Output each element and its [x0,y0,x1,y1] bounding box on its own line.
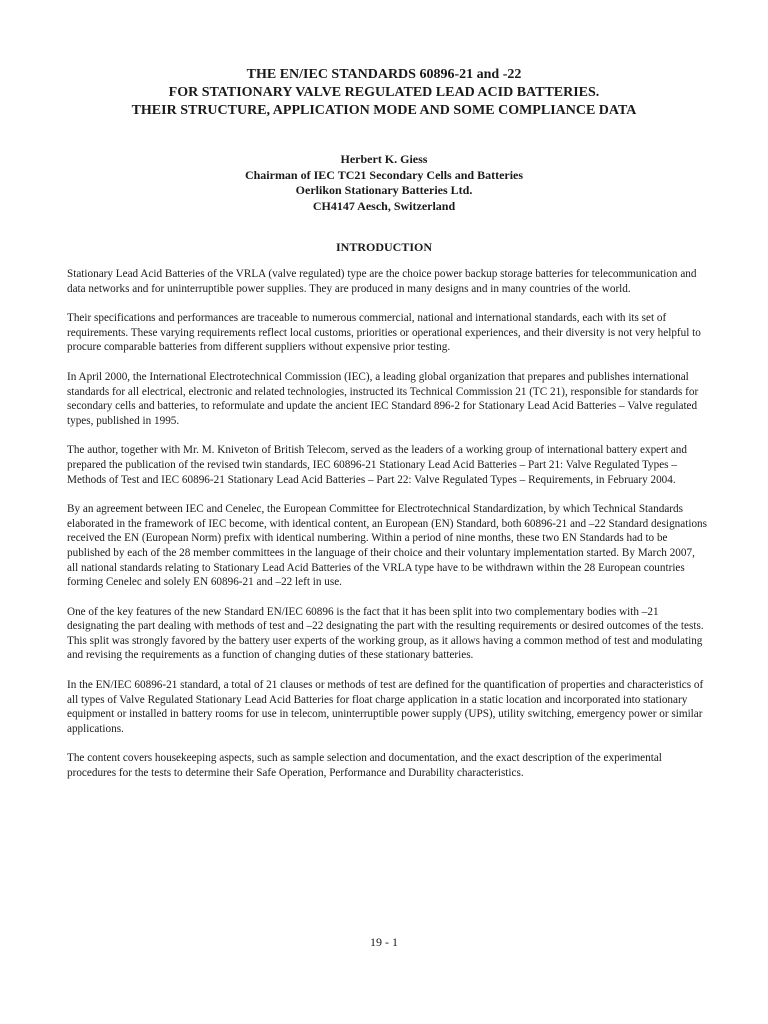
title-line-1: THE EN/IEC STANDARDS 60896-21 and -22 [246,67,522,82]
author-name: Herbert K. Giess [340,152,428,166]
paragraph: One of the key features of the new Standard EN/IEC 60896 is the fact that it has been split into two complementary bodies with –21 designating the part dealing with methods of test and –22 designating the part with the resulting requirements or desired outcomes of the tests. This split was strongly favored by the battery user experts of the working group, as it allows having a common method of test and modulating and revising the requirements as a function of changing duties of these stationary batteries. [67,605,704,662]
introduction-body [67,267,707,796]
author-role: Chairman of IEC TC21 Secondary Cells and Batteries [244,167,524,182]
paragraph: Stationary Lead Acid Batteries of the VRLA (valve regulated) type are the choice power backup storage batteries for telecommunication and data networks and for uninterruptible power supplies. They are produced in many designs and in many countries of the world. [67,268,697,295]
paragraph: The content covers housekeeping aspects, such as sample selection and documentation, and the exact description of the experimental procedures for the tests to determine their Safe Operation, Performance and Durability characteristics. [67,752,662,780]
paragraph: In April 2000, the International Electrotechnical Commission (IEC), a leading global organization that prepares and publishes international standards for all electrical, electronic and related technologies, instructed its Technical Commission 21 (TC 21), responsible for standards for secondary cells and batteries, to reformulate and update the ancient IEC Standard 896-2 for Stationary Lead Acid Batteries – Valve regulated types, published in 1995. [67,370,699,427]
author-company: Oerlikon Stationary Batteries Ltd. [295,183,473,197]
title-line-3: THEIR STRUCTURE, APPLICATION MODE AND SOME COMPLIANCE DATA [131,103,637,118]
paragraph: By an agreement between IEC and Cenelec, the European Committee for Electrotechnical Standardization, by which Technical Standards elaborated in the framework of IEC become, with identical content, an European (EN) Standard, both 60896-21 and –22 Standard designations received the EN (European Norm) prefix with identical numbering. Within a period of nine months, these two EN Standards had to be published by each of the 28 member committees in the language of their choice and their voluntary implementation started. By March 2007, all national standards relating to Stationary Lead Acid Batteries of the VRLA type have to be withdrawn within the 28 European countries forming Cenelec and solely EN 60896-21 and –22 left in use. [67,503,707,589]
paragraph: In the EN/IEC 60896-21 standard, a total of 21 clauses or methods of test are defined for the quantification of properties and characteristics of all types of Valve Regulated Stationary Lead Acid Batteries for float charge application in a static location and incorporated into stationary equipment or installed in battery rooms for use in telecom, uninterruptible power supply (UPS), utility switching, emergency power or similar applications. [67,679,704,735]
title-line-2: FOR STATIONARY VALVE REGULATED LEAD ACID BATTERIES. [168,85,600,100]
author-address: CH4147 Aesch, Switzerland [312,198,456,213]
paragraph: The author, together with Mr. M. Kniveton of British Telecom, served as the leaders of a working group of international battery expert and prepared the publication of the revised twin standards, IEC 60896-21 Stationary Lead Acid Batteries – Part 21: Valve Regulated Types – Methods of Test and IEC 60896-21 Stationary Lead Acid Batteries – Part 22: Valve Regulated Types – Requirements, in February 2004. [67,444,687,486]
paper-title [60,66,708,120]
paragraph: Their specifications and performances are traceable to numerous commercial, national and international standards, each with its set of requirements. These varying requirements reflect local customs, priorities or operational experiences, and their diversity is not very helpful to procure comparable batteries from different suppliers without expensive prior testing. [67,312,701,354]
page-number: 19 - 1 [370,935,398,949]
author-block [60,152,708,214]
section-heading-introduction: INTRODUCTION [335,240,432,254]
